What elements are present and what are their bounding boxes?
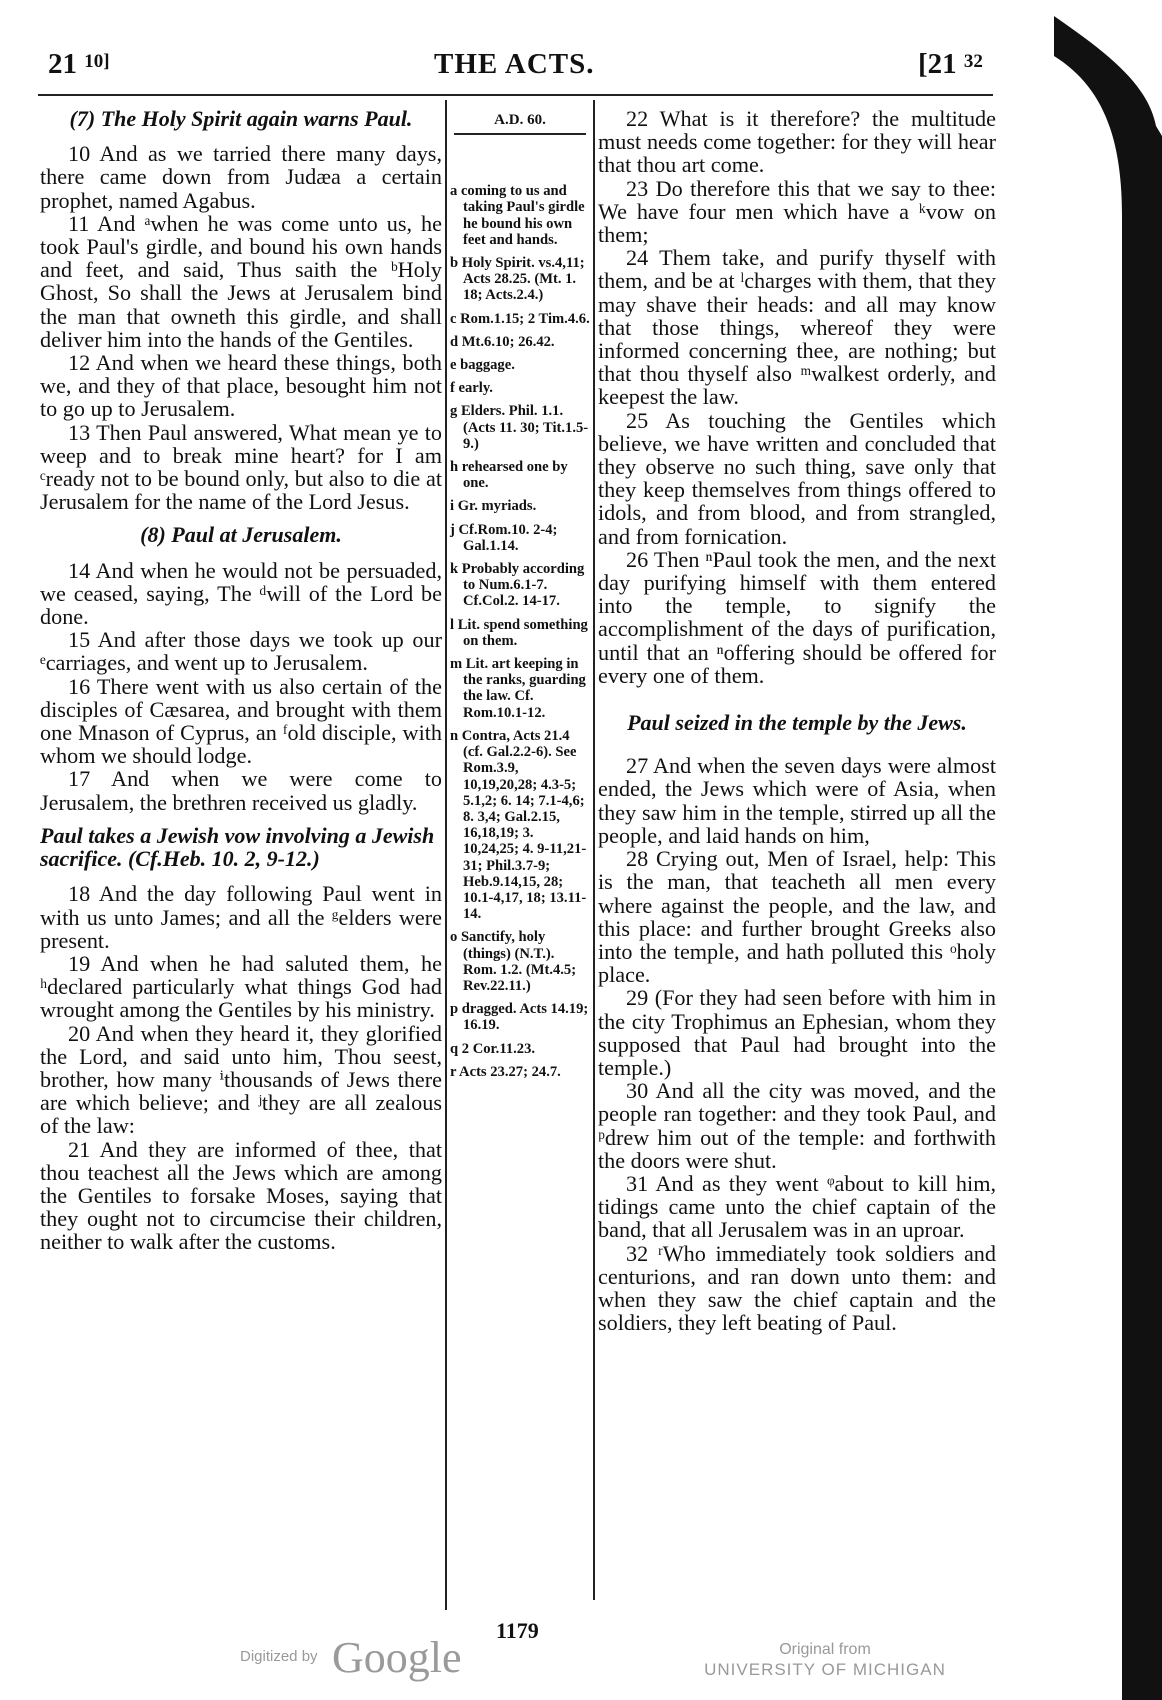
margin-note: a coming to us and taking Paul's girdle he bound his own feet and hands.: [450, 183, 585, 248]
verse-17: 17 And when we were come to Jerusalem, the brethren received us gladly.: [40, 766, 442, 815]
library-name: UNIVERSITY OF MICHIGAN: [704, 1660, 946, 1679]
margin-note: i Gr. myriads.: [450, 498, 537, 515]
section-heading: Paul takes a Jewish vow involving a Jewish sacrifice. (Cf.Heb. 10. 2, 9-12.): [40, 822, 435, 872]
section-heading: (8) Paul at Jerusalem.: [140, 522, 342, 548]
margin-note: o Sanctify, holy (things) (N.T.). Rom. 1.2. (Mt.4.5; Rev.22.11.): [450, 929, 577, 994]
verse-32: 32 ʳWho immediately took soldiers and centurions, and ran down unto them: and when they saw the chief captain and the soldiers, they left beating of Paul.: [598, 1240, 996, 1336]
margin-note: b Holy Spirit. vs.4,11; Acts 28.25. (Mt. 1. 18; Acts.2.4.): [450, 255, 585, 304]
verse-25: 25 As touching the Gentiles which believe, we have written and concluded that they observe no such thing, save only that they keep themselves from things offered to idols, and from blood, and from strangled, and from fornication.: [598, 407, 996, 549]
margin-notes: [450, 112, 590, 1087]
margin-note: q 2 Cor.11.23.: [450, 1040, 536, 1057]
margin-note: r Acts 23.27; 24.7.: [450, 1063, 561, 1080]
verse-26: 26 Then ⁿPaul took the men, and the next day purifying himself with them entered into the temple, to signify the accomplishment of the days of purification, until that an ⁿoffering should be offered for every one of them.: [598, 546, 996, 688]
date-label: A.D. 60.: [454, 112, 586, 135]
left-column: [40, 107, 442, 1254]
verse-31: 31 And as they went ᵠabout to kill him, tidings came unto the chief captain of the band, that all Jerusalem was in an uproar.: [598, 1170, 996, 1243]
verse-11: 11 And ᵃwhen he was come unto us, he took Paul's girdle, and bound his own hands and feet, and said, Thus saith the ᵇHoly Ghost, So shall the Jews at Jerusalem bind the man that owneth this girdle, and shall deliver him into the hands of the Gentiles.: [40, 210, 442, 352]
verse-15: 15 And after those days we took up our ᵉcarriages, and went up to Jerusalem.: [40, 627, 442, 676]
column-divider-left: [445, 100, 447, 1610]
margin-note: l Lit. spend something on them.: [450, 616, 588, 649]
margin-note: j Cf.Rom.10. 2-4; Gal.1.14.: [450, 521, 558, 554]
page-title: THE ACTS.: [434, 48, 595, 80]
margin-note: m Lit. art keeping in the ranks, guarding the law. Cf. Rom.10.1-12.: [450, 656, 586, 721]
margin-note: p dragged. Acts 14.19; 16.19.: [450, 1001, 589, 1034]
verse-24: 24 Them take, and purify thyself with them, and be at ˡcharges with them, that they may shave their heads: and all may know that those things, whereof they were informed concerning thee, are nothing; but that thou thyself also ᵐwalkest orderly, and keepest the law.: [598, 245, 996, 410]
header-right-ref: [21 $^{32}$: [918, 48, 983, 80]
verse-18: 18 And the day following Paul went in with us unto James; and all the ᵍelders were present.: [40, 881, 442, 953]
page-edge-shadow: [1052, 16, 1162, 1700]
column-divider-right: [593, 100, 595, 1600]
verse-28: 28 Crying out, Men of Israel, help: This is the man, that teacheth all men every where against the people, and the law, and this place: and further brought Greeks also into the temple, and hath polluted this ᵒholy place.: [598, 846, 996, 988]
verse-21: 21 And they are informed of thee, that thou teachest all the Jews which are among the Gentiles to forsake Moses, saying that they ought not to circumcise their children, neither to walk after the customs.: [40, 1136, 442, 1255]
google-logo: Google: [332, 1633, 462, 1682]
margin-note: k Probably according to Num.6.1-7. Cf.Col.2. 14-17.: [450, 561, 585, 610]
verse-12: 12 And when we heard these things, both we, and they of that place, besought him not to go up to Jerusalem.: [40, 350, 442, 422]
margin-note: f early.: [450, 380, 493, 397]
verse-30: 30 And all the city was moved, and the people ran together: and they took Paul, and ᵖdrew him out of the temple: and forthwith the doors were shut.: [598, 1078, 996, 1173]
verse-19: 19 And when he had saluted them, he ʰdeclared particularly what things God had wrought among the Gentiles by his ministry.: [40, 950, 442, 1023]
right-column: [598, 107, 996, 1334]
margin-note: n Contra, Acts 21.4 (cf. Gal.2.2-6). See Rom.3.9, 10,19,20,28; 4.3-5; 5.1,2; 6. 14; 7.1-4,6; 8. 3,4; Gal.2.15, 16,18,19; 3. 10,24,25; 4. 9-11,21-31; Phil.3.7-9; Heb.9.14,15, 28; 10.1-4,17, 18; 13.11-14.: [450, 727, 587, 923]
margin-note: e baggage.: [450, 357, 515, 374]
verse-10: 10 And as we tarried there many days, there came down from Judæa a certain prophet, named Agabus.: [40, 141, 442, 213]
section-heading: Paul seized in the temple by the Jews.: [627, 710, 967, 736]
margin-note: c Rom.1.15; 2 Tim.4.6.: [450, 310, 590, 327]
library-credit: [700, 1640, 950, 1680]
verse-23: 23 Do therefore this that we say to thee: We have four men which have a ᵏvow on them;: [598, 175, 996, 248]
verse-22: 22 What is it therefore? the multitude must needs come together: for they will hear that thou art come.: [598, 106, 996, 178]
verse-16: 16 There went with us also certain of the disciples of Cæsarea, and brought with them one Mnason of Cyprus, an ᶠold disciple, with whom we should lodge.: [40, 673, 442, 769]
section-heading: (7) The Holy Spirit again warns Paul.: [69, 106, 413, 131]
verse-14: 14 And when he would not be persuaded, we ceased, saying, The ᵈwill of the Lord be done.: [40, 557, 442, 630]
original-from-label: Original from: [779, 1641, 871, 1658]
page-number: 1179: [496, 1618, 539, 1643]
header-left-ref: 21 $^{10]}$: [48, 48, 110, 80]
margin-note: g Elders. Phil. 1.1. (Acts 11. 30; Tit.1.5-9.): [450, 403, 589, 452]
margin-note: d Mt.6.10; 26.42.: [450, 333, 555, 350]
verse-13: 13 Then Paul answered, What mean ye to weep and to break mine heart? for I am ᶜready not to be bound only, but also to die at Jerusalem for the name of the Lord Jesus.: [40, 419, 442, 515]
verse-27: 27 And when the seven days were almost ended, the Jews which were of Asia, when they saw him in the temple, stirred up all the people, and laid hands on him,: [598, 753, 996, 848]
digitized-label: Digitized by: [240, 1648, 318, 1665]
verse-20: 20 And when they heard it, they glorified the Lord, and said unto him, Thou seest, brother, how many ⁱthousands of Jews there are which believe; and ʲthey are all zealous of the law:: [40, 1020, 442, 1139]
header-rule: [38, 94, 993, 96]
margin-note: h rehearsed one by one.: [450, 459, 568, 492]
verse-29: 29 (For they had seen before with him in the city Trophimus an Ephesian, whom they supposed that Paul had brought into the temple.): [598, 985, 996, 1080]
